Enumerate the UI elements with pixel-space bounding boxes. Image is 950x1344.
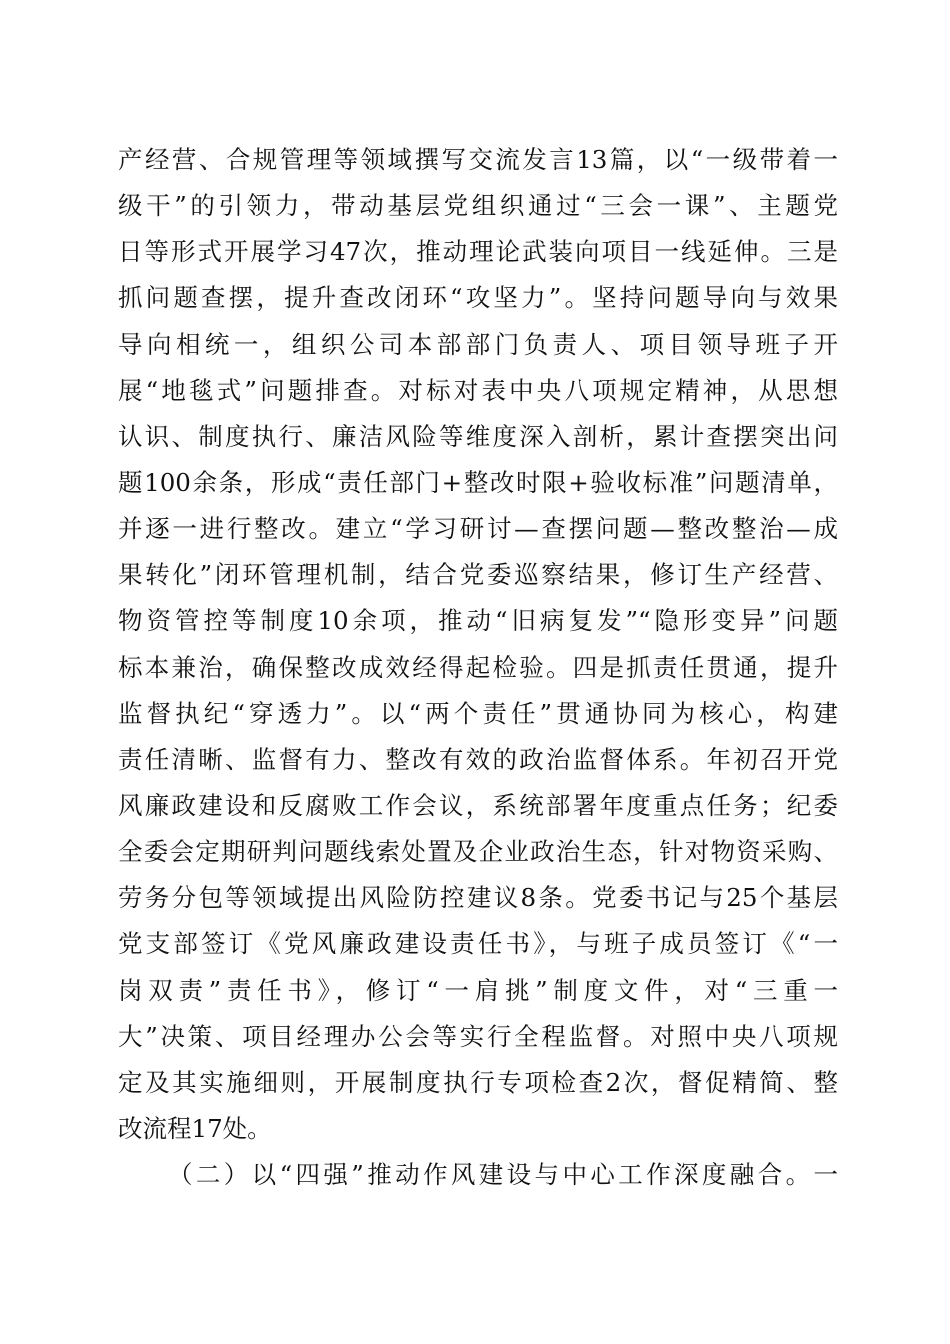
text-line: 岗双责”责任书》，修订“一肩挑”制度文件，对“三重一 — [118, 975, 838, 1005]
paragraph-end-line: 改流程17处。 — [118, 1113, 272, 1143]
text-line: 题100余条，形成“责任部门+整改时限+验收标准”问题清单， — [118, 467, 838, 497]
text-line: 级干”的引领力，带动基层党组织通过“三会一课”、主题党 — [118, 191, 838, 221]
text-line: 定及其实施细则，开展制度执行专项检查2次，督促精简、整 — [118, 1067, 838, 1097]
body-text — [118, 137, 838, 1198]
text-line: 日等形式开展学习47次，推动理论武装向项目一线延伸。三是 — [118, 237, 838, 267]
text-line: 劳务分包等领域提出风险防控建议8条。党委书记与25个基层 — [118, 883, 838, 913]
text-line: 责任清晰、监督有力、整改有效的政治监督体系。年初召开党 — [118, 744, 838, 774]
text-line: 导向相统一，组织公司本部部门负责人、项目领导班子开 — [118, 329, 838, 359]
text-line: 大”决策、项目经理办公会等实行全程监督。对照中央八项规 — [118, 1021, 838, 1051]
text-line: 党支部签订《党风廉政建设责任书》，与班子成员签订《“一 — [118, 929, 838, 959]
text-line: 物资管控等制度10余项，推动“旧病复发”“隐形变异”问题 — [118, 606, 838, 636]
section-heading-line: （二）以“四强”推动作风建设与中心工作深度融合。一 — [168, 1160, 838, 1190]
text-line: 并逐一进行整改。建立“学习研讨—查摆问题—整改整治—成 — [118, 514, 838, 544]
text-line: 展“地毯式”问题排查。对标对表中央八项规定精神，从思想 — [118, 375, 838, 405]
text-line: 抓问题查摆，提升查改闭环“攻坚力”。坚持问题导向与效果 — [118, 283, 838, 313]
text-line: 全委会定期研判问题线索处置及企业政治生态，针对物资采购、 — [118, 837, 838, 867]
text-line: 标本兼治，确保整改成效经得起检验。四是抓责任贯通，提升 — [118, 652, 838, 682]
text-line: 果转化”闭环管理机制，结合党委巡察结果，修订生产经营、 — [118, 560, 838, 590]
text-line: 风廉政建设和反腐败工作会议，系统部署年度重点任务；纪委 — [118, 790, 838, 820]
text-line: 产经营、合规管理等领域撰写交流发言13篇，以“一级带着一 — [118, 145, 838, 174]
text-line: 监督执纪“穿透力”。以“两个责任”贯通协同为核心，构建 — [118, 698, 838, 728]
text-line: 认识、制度执行、廉洁风险等维度深入剖析，累计查摆突出问 — [118, 421, 838, 451]
